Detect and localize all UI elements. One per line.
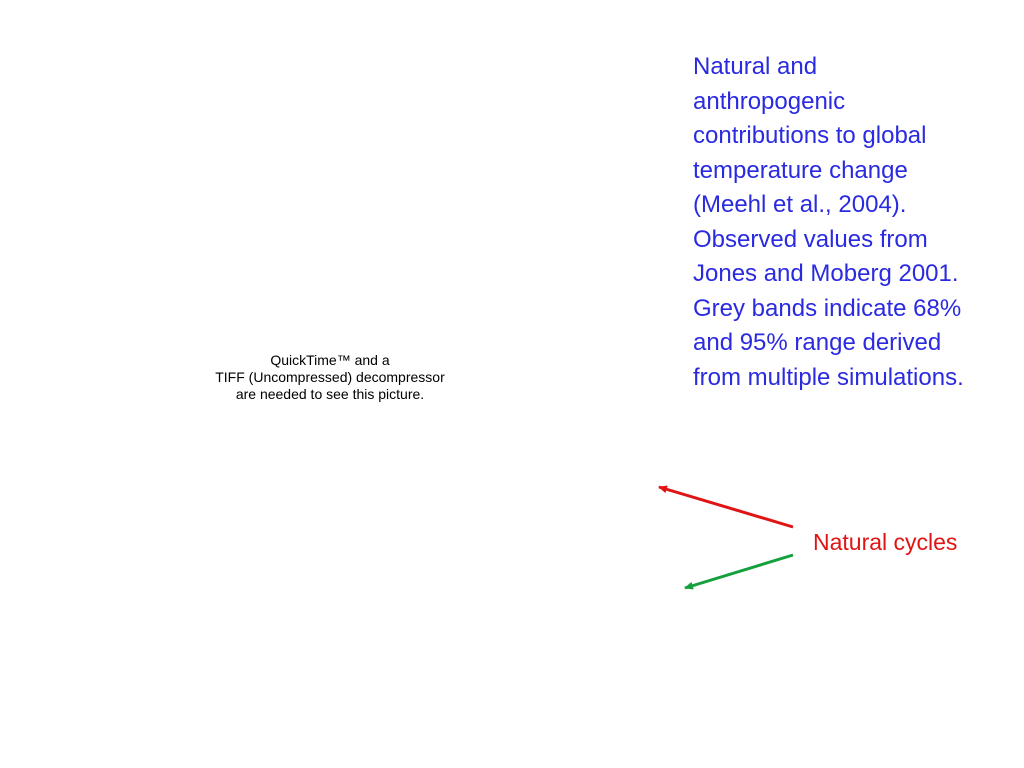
figure-caption (693, 50, 1023, 395)
caption-line: Jones and Moberg 2001. (693, 260, 959, 287)
caption-line: anthropogenic (693, 87, 846, 115)
missing-picture-placeholder (150, 352, 510, 403)
placeholder-line: TIFF (Uncompressed) decompressor (215, 369, 445, 385)
natural-cycles-label: Natural cycles (813, 529, 958, 555)
red-arrow (659, 487, 793, 527)
caption-line: Grey bands indicate 68% (693, 294, 962, 322)
placeholder-line: QuickTime™ and a (270, 352, 390, 368)
caption-line: temperature change (693, 156, 908, 184)
caption-line: contributions to global (693, 122, 927, 149)
caption-line: (Meehl et al., 2004). (693, 191, 907, 218)
caption-line: and 95% range derived (693, 329, 942, 356)
placeholder-line: are needed to see this picture. (235, 386, 425, 402)
caption-line: Observed values from (693, 225, 928, 253)
caption-line: from multiple simulations. (693, 363, 964, 391)
green-arrow (685, 555, 793, 588)
caption-line: Natural and (693, 53, 818, 80)
